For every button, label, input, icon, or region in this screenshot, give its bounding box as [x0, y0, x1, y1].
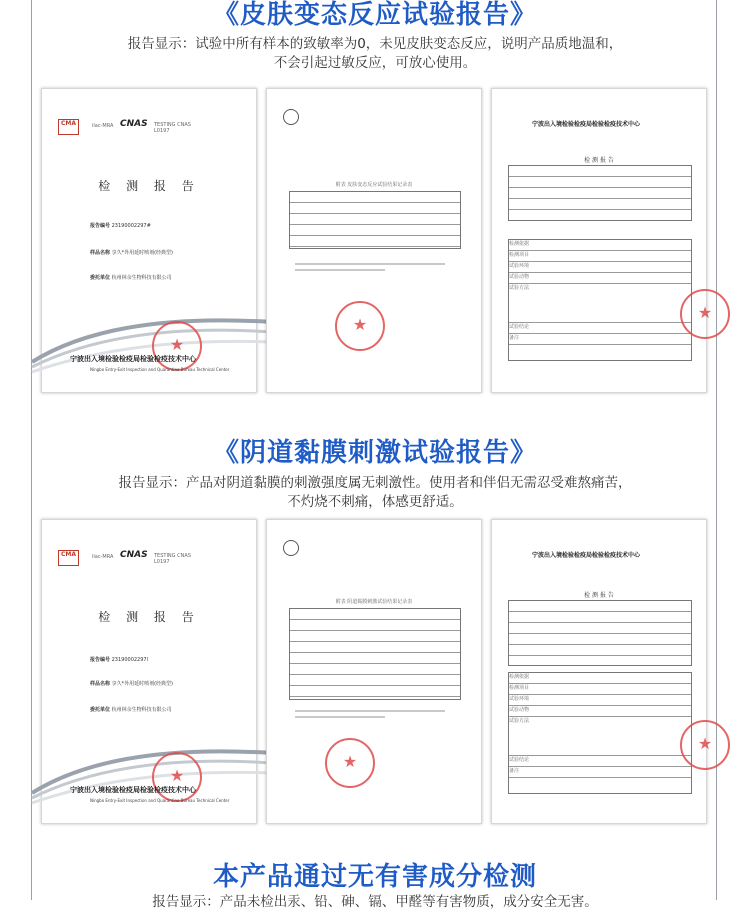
- client-label: 委托单位: [90, 275, 111, 281]
- sample-name-field: [90, 249, 173, 256]
- item-project: 检测项目: [509, 684, 691, 695]
- info-table: [508, 600, 692, 666]
- report-cover-2[interactable]: [41, 519, 257, 824]
- report-cover-1[interactable]: [41, 88, 257, 393]
- section1-desc-line1: 报告显示：试验中所有样本的致敏率为0，未见皮肤变态反应，说明产品质地温和，: [127, 36, 623, 52]
- report-number-field: [90, 656, 148, 663]
- red-stamp: ★: [680, 720, 730, 770]
- ilac-logo: ilac-MRA: [92, 123, 114, 129]
- info-table: [508, 165, 692, 221]
- section2-title: 《阴道黏膜刺激试验报告》: [212, 438, 537, 468]
- sample-name-label: 样品名称: [90, 250, 111, 256]
- section3-title: 本产品通过无有害成分检测: [212, 862, 537, 892]
- result-table: [289, 191, 461, 249]
- item-environment: 试验环境: [509, 262, 691, 273]
- section1-desc-line2: 不会引起过敏反应，可放心使用。: [273, 55, 477, 71]
- client-label: 委托单位: [90, 707, 111, 713]
- items-table: [508, 239, 692, 361]
- item-environment: 试验环境: [509, 695, 691, 706]
- bureau-name: 宁波出入境检验检疫局检验检疫技术中心: [70, 355, 196, 363]
- cnas-logo: CNAS: [120, 550, 148, 560]
- item-basis: 检测依据: [509, 240, 691, 251]
- item-remarks: 备注: [509, 334, 691, 345]
- report-number-label: 报告编号: [90, 223, 111, 229]
- sample-name-value: 享久*外用延时喷剂(经典型): [111, 250, 174, 256]
- bureau-header: 宁波出入境检验检疫局检验检疫技术中心: [532, 552, 641, 559]
- item-basis: 检测依据: [509, 673, 691, 684]
- client-value: 杭州林余生物科技有限公司: [111, 275, 172, 281]
- report-detail-page-2[interactable]: [491, 519, 713, 824]
- section2-description: [80, 474, 670, 512]
- report-number-label: 报告编号: [90, 657, 111, 663]
- client-field: [90, 706, 172, 713]
- bureau-name-en: Ningbo Entry-Exit Inspection and Quarantine Bureau Technical Center: [90, 367, 230, 372]
- bureau-name: 宁波出入境检验检疫局检验检疫技术中心: [70, 786, 196, 794]
- testing-label: TESTING CNAS L0197: [154, 553, 191, 565]
- report-number-field: [90, 222, 151, 229]
- seal-icon: [283, 540, 299, 556]
- report-number-value: 23190002297l: [111, 657, 148, 663]
- items-table: [508, 672, 692, 794]
- report-heading: 检 测 报 告: [584, 592, 614, 599]
- item-remarks: 备注: [509, 767, 691, 778]
- red-stamp: ★: [680, 289, 730, 339]
- section2-desc-line2: 不灼烧不刺痛，体感更舒适。: [287, 494, 463, 510]
- result-table: [289, 608, 461, 700]
- section2-desc-line1: 报告显示：产品对阴道黏膜的刺激强度属无刺激性。使用者和伴侣无需忍受难熬痛苦，: [118, 475, 632, 491]
- cover-heading: 检 测 报 告: [98, 179, 200, 193]
- notes-lines: [295, 259, 445, 275]
- item-method: 试验方法: [509, 717, 691, 756]
- bureau-name-en: Ningbo Entry-Exit Inspection and Quarantine Bureau Technical Center: [90, 798, 230, 803]
- sample-name-value: 享久*外用延时喷剂(经典型): [111, 681, 174, 687]
- table-caption: 附表 皮肤变态反应试验结果记录表: [335, 182, 413, 188]
- section3-description: 报告显示：产品未检出汞、铅、砷、镉、甲醛等有害物质，成分安全无害。: [152, 894, 598, 910]
- cma-logo: CMA: [58, 119, 79, 135]
- item-project: 检测项目: [509, 251, 691, 262]
- bureau-header: 宁波出入境检验检疫局检验检疫技术中心: [532, 121, 641, 128]
- item-animal: 试验动物: [509, 273, 691, 284]
- report-detail-page-1[interactable]: [491, 88, 713, 393]
- section1-description: [80, 35, 670, 73]
- sample-name-field: [90, 680, 173, 687]
- item-animal: 试验动物: [509, 706, 691, 717]
- item-method: 试验方法: [509, 284, 691, 323]
- client-value: 杭州林余生物科技有限公司: [111, 707, 172, 713]
- ilac-logo: ilac-MRA: [92, 554, 114, 560]
- table-caption: 附表 阴道黏膜刺激试验结果记录表: [335, 599, 413, 605]
- report-table-page-1[interactable]: [266, 88, 482, 393]
- item-conclusion: 试验结论: [509, 756, 691, 767]
- red-stamp: ★: [325, 738, 375, 788]
- red-stamp: ★: [152, 752, 202, 802]
- cma-logo: CMA: [58, 550, 79, 566]
- testing-label: TESTING CNAS L0197: [154, 122, 191, 134]
- section1-title: 《皮肤变态反应试验报告》: [212, 0, 537, 30]
- report-number-value: 23190002297#: [111, 223, 151, 229]
- item-conclusion: 试验结论: [509, 323, 691, 334]
- notes-lines: [295, 706, 445, 722]
- seal-icon: [283, 109, 299, 125]
- cnas-logo: CNAS: [120, 119, 148, 129]
- red-stamp: ★: [335, 301, 385, 351]
- report-table-page-2[interactable]: [266, 519, 482, 824]
- sample-name-label: 样品名称: [90, 681, 111, 687]
- client-field: [90, 274, 172, 281]
- cover-heading: 检 测 报 告: [98, 610, 200, 624]
- report-heading: 检 测 报 告: [584, 157, 614, 164]
- red-stamp: ★: [152, 321, 202, 371]
